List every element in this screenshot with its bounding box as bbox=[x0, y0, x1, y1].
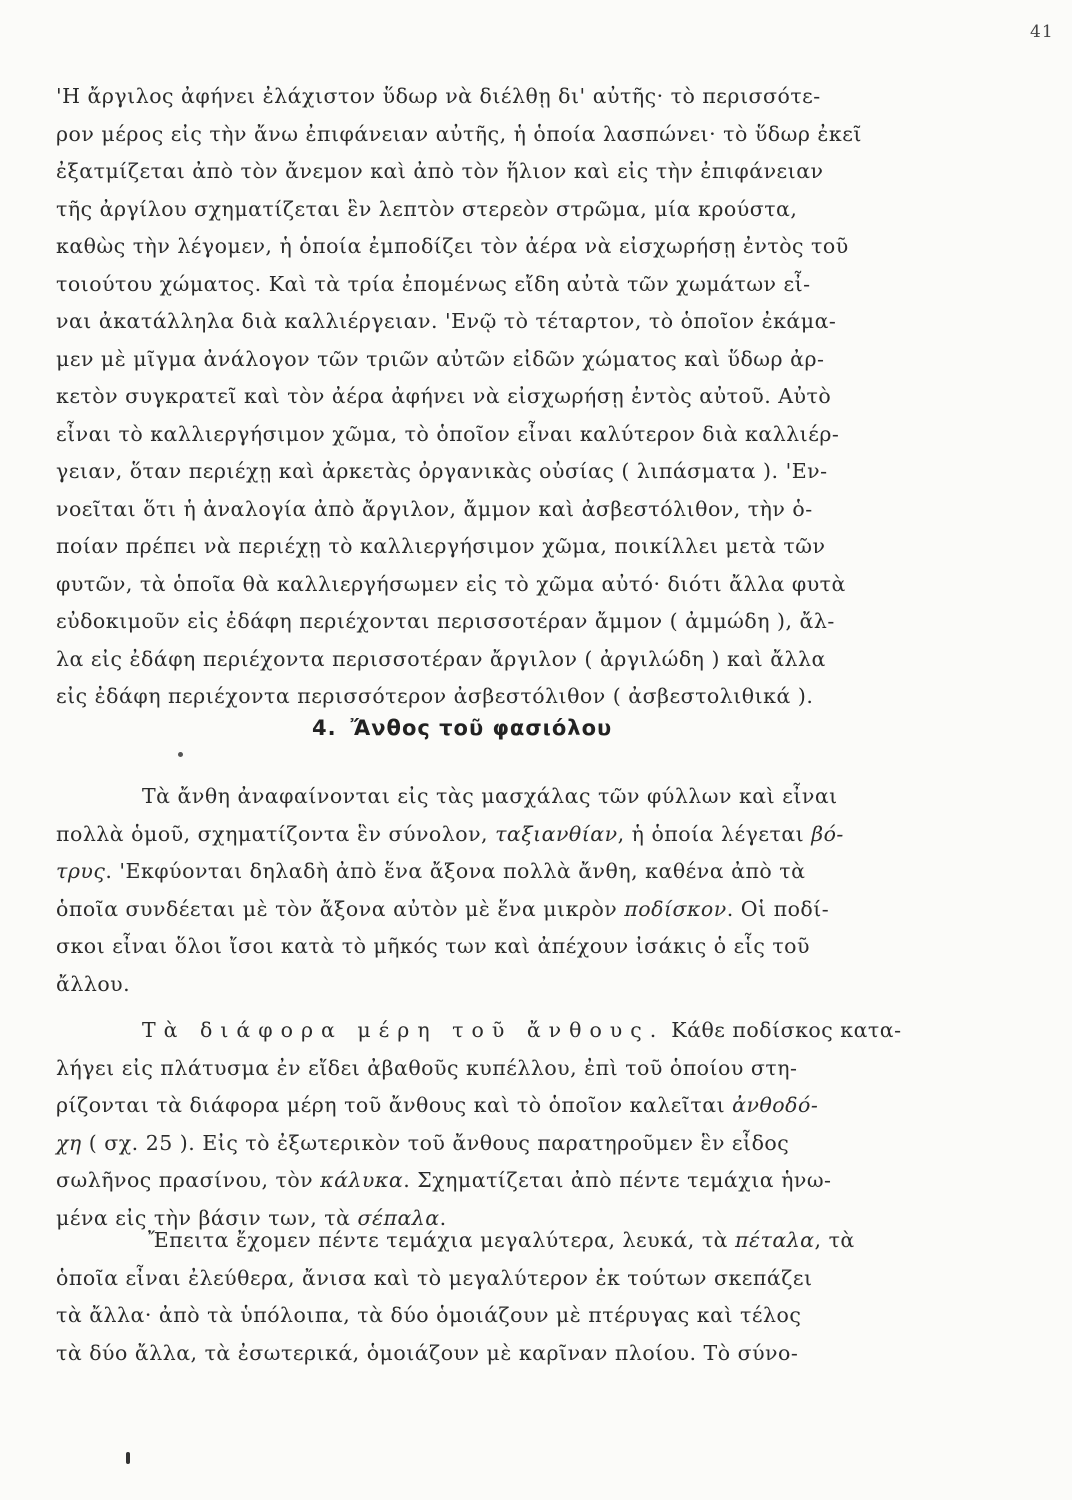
paragraph-flowers bbox=[56, 778, 916, 1003]
text-line: νοεῖται ὅτι ἡ ἀναλογία ἀπὸ ἄργιλον, ἄμμον καὶ ἀσβεστόλιθον, τὴν ὁ- bbox=[56, 496, 813, 521]
text-span: σωλῆνος πρασίνου, τὸν bbox=[56, 1168, 321, 1192]
text-line bbox=[56, 1162, 916, 1200]
text-line: γειαν, ὅταν περιέχῃ καὶ ἀρκετὰς ὀργανικὰς οὐσίας ( λιπάσματα ). 'Εν- bbox=[56, 459, 828, 483]
ink-mark bbox=[126, 1452, 130, 1464]
term-calyx: κάλυκα bbox=[320, 1168, 404, 1192]
text-line bbox=[56, 816, 916, 854]
text-line: καθὼς τὴν λέγομεν, ἡ ὁποία ἐμποδίζει τὸν ἀέρα νὰ εἰσχωρήσῃ ἐντὸς τοῦ bbox=[56, 234, 849, 258]
text-span: . bbox=[439, 1205, 447, 1230]
text-line bbox=[56, 891, 916, 929]
text-line: λήγει εἰς πλάτυσμα ἐν εἴδει ἀβαθοῦς κυπέλλου, ἐπὶ τοῦ ὁποίου στη- bbox=[56, 1055, 798, 1080]
text-line: τοιούτου χώματος. Καὶ τὰ τρία ἐπομένως εἴδη αὐτὰ τῶν χωμάτων εἶ- bbox=[56, 271, 811, 296]
text-span: . Σχηματίζεται ἀπὸ πέντε τεμάχια ἡνω- bbox=[403, 1168, 832, 1192]
text-line: ρον μέρος εἰς τὴν ἄνω ἐπιφάνειαν αὐτῆς, ἡ ὁποία λασπώνει· τὸ ὕδωρ ἐκεῖ bbox=[56, 121, 862, 146]
text-line: ὁποῖα εἶναι ἐλεύθερα, ἄνισα καὶ τὸ μεγαλύτερον ἐκ τούτων σκεπάζει bbox=[56, 1265, 813, 1290]
text-line: τῆς ἀργίλου σχηματίζεται ἓν λεπτὸν στερεὸν στρῶμα, μία κρούστα, bbox=[56, 196, 798, 221]
text-span: . 'Εκφύονται δηλαδὴ ἀπὸ ἕνα ἄξονα πολλὰ ἄνθη, καθένα ἀπὸ τὰ bbox=[105, 859, 806, 883]
paragraph-petals bbox=[56, 1222, 916, 1372]
text-span: , τὰ bbox=[814, 1228, 855, 1252]
section-heading bbox=[312, 716, 612, 740]
section-title: Ἄνθος τοῦ φασιόλου bbox=[350, 716, 613, 740]
text-line: εὐδοκιμοῦν εἰς ἐδάφη περιέχονται περισσοτέραν ἄμμον ( ἀμμώδη ), ἄλ- bbox=[56, 609, 835, 633]
text-span: . Οἱ ποδί- bbox=[726, 896, 830, 921]
term-raceme: βό- bbox=[811, 821, 844, 846]
text-line bbox=[56, 1222, 916, 1260]
text-line: ἄλλου. bbox=[56, 971, 131, 996]
text-line: κετὸν συγκρατεῖ καὶ τὸν ἀέρα ἀφήνει νὰ εἰσχωρήσῃ ἐντὸς αὐτοῦ. Αὐτὸ bbox=[56, 384, 832, 408]
text-line: 'Η ἄργιλος ἀφήνει ἐλάχιστον ὕδωρ νὰ διέλθῃ δι' αὐτῆς· τὸ περισσότε- bbox=[56, 84, 821, 108]
text-span: , ἡ ὁποία λέγεται bbox=[617, 821, 812, 846]
text-span: πολλὰ ὁμοῦ, σχηματίζοντα ἓν σύνολον, bbox=[56, 821, 496, 846]
term-pedicel: ποδίσκον bbox=[624, 896, 727, 921]
text-line: Τὰ ἄνθη ἀναφαίνονται εἰς τὰς μασχάλας τῶν φύλλων καὶ εἶναι bbox=[142, 784, 838, 808]
text-line: τὰ δύο ἄλλα, τὰ ἐσωτερικά, ὁμοιάζουν μὲ καρῖναν πλοίου. Τὸ σύνο- bbox=[56, 1340, 799, 1365]
text-line: τὰ ἄλλα· ἀπὸ τὰ ὑπόλοιπα, τὰ δύο ὁμοιάζουν μὲ πτέρυγας καὶ τέλος bbox=[56, 1303, 802, 1327]
text-span: μένα εἰς τὴν βάσιν των, τὰ bbox=[56, 1205, 358, 1230]
text-line bbox=[56, 1125, 916, 1163]
text-line: σκοι εἶναι ὅλοι ἴσοι κατὰ τὸ μῆκός των καὶ ἀπέχουν ἰσάκις ὁ εἷς τοῦ bbox=[56, 934, 810, 958]
text-line: ἐξατμίζεται ἀπὸ τὸν ἄνεμον καὶ ἀπὸ τὸν ἥλιον καὶ εἰς τὴν ἐπιφάνειαν bbox=[56, 159, 824, 183]
paragraph-soil bbox=[56, 78, 916, 716]
term-sepals: σέπαλα bbox=[357, 1205, 440, 1230]
text-line: φυτῶν, τὰ ὁποῖα θὰ καλλιεργήσωμεν εἰς τὸ χῶμα αὐτό· διότι ἄλλα φυτὰ bbox=[56, 571, 846, 596]
term-receptacle-end: χη bbox=[56, 1130, 82, 1155]
term-inflorescence: ταξιανθίαν bbox=[495, 821, 618, 846]
text-span: Ἔπειτα ἔχομεν πέντε τεμάχια μεγαλύτερα, λευκά, τὰ bbox=[148, 1228, 736, 1252]
text-line: λα εἰς ἐδάφη περιέχοντα περισσοτέραν ἄργιλον ( ἀργιλώδη ) καὶ ἄλλα bbox=[56, 646, 826, 671]
term-raceme-end: τρυς bbox=[56, 859, 106, 883]
text-line bbox=[56, 1012, 916, 1050]
text-line bbox=[56, 853, 916, 891]
text-line: μεν μὲ μῖγμα ἀνάλογον τῶν τριῶν αὐτῶν εἰδῶν χώματος καὶ ὕδωρ ἀρ- bbox=[56, 346, 825, 371]
text-line: εἰς ἐδάφη περιέχοντα περισσότερον ἀσβεστόλιθον ( ἀσβεστολιθικά ). bbox=[56, 684, 814, 708]
spaced-subtitle: Τὰ διάφορα μέρη τοῦ ἄνθους. bbox=[142, 1018, 665, 1042]
section-number: 4. bbox=[312, 716, 337, 740]
page-number: 41 bbox=[1030, 22, 1054, 42]
text-line bbox=[56, 1087, 916, 1125]
term-receptacle: ἀνθοδό- bbox=[732, 1093, 819, 1117]
term-petals: πέταλα bbox=[735, 1228, 815, 1252]
text-line: ναι ἀκατάλληλα διὰ καλλιέργειαν. 'Ενῷ τὸ τέταρτον, τὸ ὁποῖον ἐκάμα- bbox=[56, 309, 837, 333]
text-span: ( σχ. 25 ). Εἰς τὸ ἐξωτερικὸν τοῦ ἄνθους παρατηροῦμεν ἓν εἶδος bbox=[81, 1130, 790, 1155]
paragraph-flower-parts bbox=[56, 1012, 916, 1237]
text-span: ὁποῖα συνδέεται μὲ τὸν ἄξονα αὐτὸν μὲ ἕνα μικρὸν bbox=[56, 896, 625, 921]
page-speck bbox=[178, 752, 183, 757]
text-line: ποίαν πρέπει νὰ περιέχῃ τὸ καλλιεργήσιμον χῶμα, ποικίλλει μετὰ τῶν bbox=[56, 534, 826, 558]
text-line: εἶναι τὸ καλλιεργήσιμον χῶμα, τὸ ὁποῖον εἶναι καλύτερον διὰ καλλιέρ- bbox=[56, 421, 840, 446]
text-span: Κάθε ποδίσκος κατα- bbox=[664, 1018, 902, 1042]
text-span: ρίζονται τὰ διάφορα μέρη τοῦ ἄνθους καὶ τὸ ὁποῖον καλεῖται bbox=[56, 1093, 733, 1117]
